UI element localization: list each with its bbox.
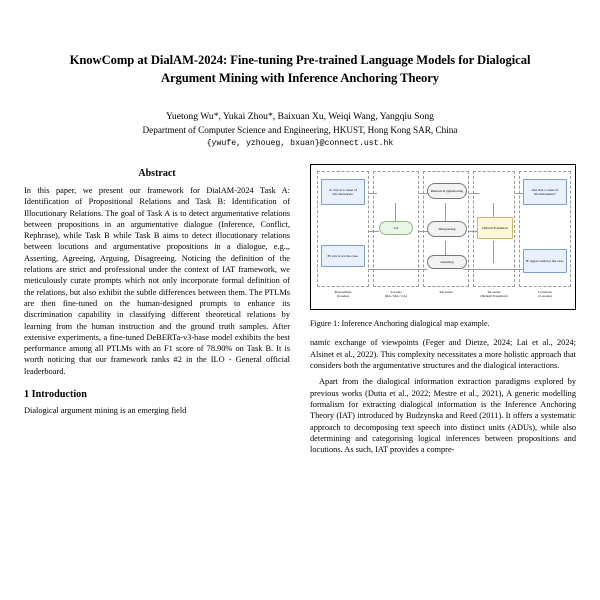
- figure-node-asserting: Asserting: [427, 255, 467, 269]
- connector: [369, 269, 427, 270]
- figure-node-locution-question: isn't that a cause of illocutionaries?: [523, 179, 567, 205]
- affiliation: Department of Computer Science and Engineering, HKUST, Hong Kong SAR, China: [142, 125, 458, 136]
- introduction-heading: 1 Introduction: [24, 388, 87, 400]
- figure-node-proposition-b: B: xxx is not the case.: [321, 245, 365, 267]
- connector: [369, 231, 379, 232]
- introduction-paragraph-1: Dialogical argument mining is an emerging field: [24, 405, 187, 415]
- figure-1: [310, 164, 576, 330]
- figure-node-rhetorical-questioning: Rhetorical Questioning: [427, 183, 467, 199]
- two-column-body: [0, 162, 600, 460]
- figure-axis-label-yanodes: YA-nodes: [439, 289, 453, 294]
- title-block: [0, 0, 600, 148]
- figure-node-proposition-a: A: xxx is a cause of illocutionaries.: [321, 179, 365, 205]
- connector: [369, 193, 377, 194]
- abstract-text: In this paper, we present our framework for DialAM-2024 Task A: Identification of Propositional Relations and Task B: Identification of Illocutionary Relations. The goal of Task A is to detect argumentative relations between propositions in an argumentative dialogue (Inference, Conflict, Rephrase), while Task B while Task B aims to detect illocutionary relations between locutions and argumentative propositions in a dialogue, e.g.,, Asserting, Agreeing, Arguing, Disagreeing. Noticing the definition of the relations are strict and professional under the context of IAT framework, we meticulously curate prompts which not only incorporate formal definition of the relations, but also exhibit the subtle differences between them. The PTLMs are then fine-tuned on the human-designed prompts to enhance its discrimination capability in classifying different theoretical relations by learning from the human instruction and the ground truth samples. After extensive experiments, a fine-tuned DeBERTa-v3-base model exhibits the best performance among all PTLMs with an F1 score of 78.90% on Task B. It is worth noticing that our framework ranks #2 in the ILO - General official leaderboard.: [24, 185, 290, 376]
- figure-node-disagreeing: Disagreeing: [427, 221, 467, 237]
- right-paragraph-2: Apart from the dialogical information extraction paradigms explored by previous works (Dutta et al., 2022; Mestre et al., 2021), A generic modelling formalism for extracting dialogical information is the Inference Anchoring Theory (IAT) introduced by Budzynska and Reed (2011). It offers a systematic approach to decomposing text speech into distinct units (ADUs), while also determining and categorising logical inferences between propositions and locutions. As such, IAT provides a compre-: [310, 377, 576, 455]
- right-column: [310, 162, 576, 460]
- author-emails: {ywufe, yzhoueg, bxuan}@connect.ust.hk: [206, 138, 394, 148]
- figure-node-ca: CA: [379, 221, 413, 235]
- figure-1-caption: Figure 1: Inference Anchoring dialogical map example.: [310, 318, 490, 328]
- figure-axis-label-tanodes: TA-nodes (Default Transition): [480, 289, 508, 298]
- connector: [463, 269, 525, 270]
- connector: [493, 241, 494, 263]
- connector: [469, 193, 479, 194]
- abstract-heading: Abstract: [138, 167, 176, 179]
- figure-node-locution-agree: B: Agree with not the case.: [523, 249, 567, 273]
- figure-axis-label-snodes: S-nodes (RA / MA / CA): [384, 289, 408, 298]
- figure-axis-label-locutions: Locutions (L-nodes): [538, 289, 552, 298]
- right-paragraph-1: namic exchange of viewpoints (Feger and Dietze, 2024; Lai et al., 2024; Alsinet et al., 2022). This complexity necessitates a more holistic approach that considers both the argumentative structures and the dialogical interactions.: [310, 338, 576, 371]
- figure-axis-label-propositions: Propositions (I-nodes): [334, 289, 352, 298]
- figure-node-default-transition: Default Transition: [477, 217, 513, 239]
- author-list: Yuetong Wu*, Yukai Zhou*, Baixuan Xu, Weiqi Wang, Yangqiu Song: [166, 110, 434, 122]
- left-column: [24, 162, 290, 460]
- page-title: KnowComp at DialAM-2024: Fine-tuning Pre-trained Language Models for Dialogical Argument Mining with Inference Anchoring Theory: [69, 53, 531, 85]
- figure-1-image: [310, 164, 576, 310]
